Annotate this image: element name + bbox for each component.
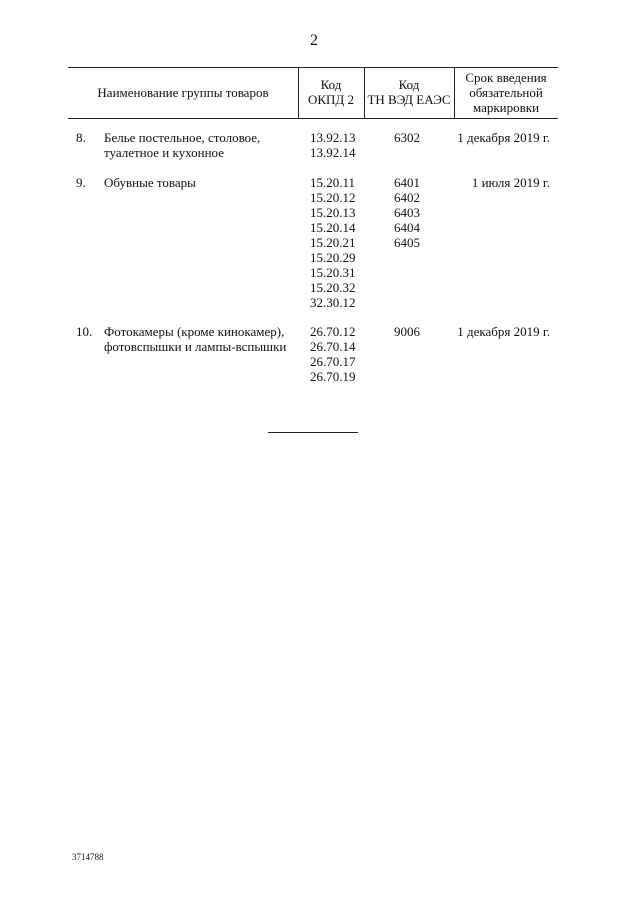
header-name-label: Наименование группы товаров	[97, 85, 269, 100]
header-tnved-line: Код	[398, 77, 420, 92]
row-number: 8.	[76, 130, 86, 145]
okpd-code: 15.20.32	[310, 280, 356, 295]
okpd-code: 15.20.21	[310, 235, 356, 250]
row-okpd-codes	[310, 175, 356, 310]
row-name-line: туалетное и кухонное	[104, 145, 224, 160]
tnved-code: 6403	[394, 205, 420, 220]
row-okpd-codes	[310, 130, 356, 160]
okpd-code: 26.70.12	[310, 324, 356, 339]
table-top-rule	[68, 67, 558, 68]
row-name-line: фотовспышки и лампы-вспышки	[104, 339, 287, 354]
row-okpd-codes	[310, 324, 356, 384]
row-number: 10.	[76, 324, 93, 339]
row-tnved-codes	[394, 324, 420, 339]
okpd-code: 32.30.12	[310, 295, 356, 310]
row-date: 1 июля 2019 г.	[471, 175, 550, 190]
header-name-column	[68, 85, 298, 100]
row-tnved-codes	[394, 175, 420, 250]
header-date-column	[454, 70, 558, 115]
row-name-line: Фотокамеры (кроме кинокамер),	[104, 324, 285, 339]
okpd-code: 26.70.17	[310, 354, 356, 369]
row-date: 1 декабря 2019 г.	[457, 324, 550, 339]
row-name	[104, 130, 294, 160]
header-tnved-column	[364, 77, 454, 107]
row-name	[104, 175, 294, 190]
row-number: 9.	[76, 175, 86, 190]
row-name-line: Обувные товары	[104, 175, 196, 190]
okpd-code: 26.70.14	[310, 339, 356, 354]
tnved-code: 6404	[394, 220, 420, 235]
header-date-line: обязательной	[469, 85, 543, 100]
tnved-code: 9006	[394, 324, 420, 339]
table-header-bottom-rule	[68, 118, 558, 119]
okpd-code: 15.20.13	[310, 205, 356, 220]
okpd-code: 15.20.11	[310, 175, 356, 190]
end-separator-line	[268, 432, 358, 433]
header-tnved-line: ТН ВЭД ЕАЭС	[367, 92, 451, 107]
header-date-line: Срок введения	[465, 70, 547, 85]
row-tnved-codes	[394, 130, 420, 145]
okpd-code: 15.20.14	[310, 220, 356, 235]
okpd-code: 26.70.19	[310, 369, 356, 384]
header-date-line: маркировки	[472, 100, 540, 115]
okpd-code: 15.20.12	[310, 190, 356, 205]
header-okpd-line: ОКПД 2	[307, 92, 355, 107]
document-id: 3714788	[72, 852, 104, 862]
row-name-line: Белье постельное, столовое,	[104, 130, 261, 145]
header-okpd-column	[298, 77, 364, 107]
okpd-code: 15.20.29	[310, 250, 356, 265]
page-number: 2	[310, 32, 318, 49]
row-name	[104, 324, 299, 354]
tnved-code: 6405	[394, 235, 420, 250]
okpd-code: 15.20.31	[310, 265, 356, 280]
header-okpd-line: Код	[320, 77, 342, 92]
tnved-code: 6302	[394, 130, 420, 145]
tnved-code: 6401	[394, 175, 420, 190]
okpd-code: 13.92.13	[310, 130, 356, 145]
tnved-code: 6402	[394, 190, 420, 205]
row-date: 1 декабря 2019 г.	[457, 130, 550, 145]
okpd-code: 13.92.14	[310, 145, 356, 160]
